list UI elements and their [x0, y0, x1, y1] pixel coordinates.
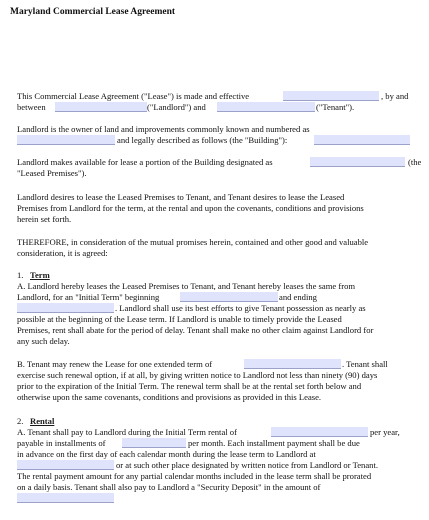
owner-line-1: Landlord is the owner of land and improvements commonly known and numbered as [17, 124, 310, 134]
premises-line-1-end: (the [408, 157, 422, 167]
section-2-heading [17, 416, 54, 426]
annual-rent-field[interactable] [271, 427, 368, 437]
desire-line-3: herein set forth. [17, 214, 72, 224]
renewal-line-2: exercise such renewal option, if at all, by giving written notice to Landlord not less than ninety (90) days [17, 370, 378, 380]
property-address-field[interactable] [17, 135, 115, 145]
owner-line-2: and legally described as follows (the "Building"): [117, 135, 288, 145]
intro-tenant-label: ("Tenant"). [316, 102, 355, 112]
premises-line-1: Landlord makes available for lease a portion of the Building designated as [17, 157, 273, 167]
tenant-name-field[interactable] [217, 102, 315, 112]
section-1-title: Term [30, 270, 50, 280]
intro-line-1-end: , by and [381, 91, 409, 101]
renewal-line-1-end: . Tenant shall [342, 359, 388, 369]
rental-line-2: payable in installments of [17, 438, 106, 448]
section-2-title: Rental [30, 416, 55, 426]
premises-designation-field[interactable] [310, 157, 405, 167]
desire-line-2: Premises from Landlord for the term, at the rental and upon the covenants, conditions and provisions [17, 203, 364, 213]
rental-line-6: on a daily basis. Tenant shall also pay to Landlord a "Security Deposit" in the amount of [17, 482, 321, 492]
rental-line-5: The rental payment amount for any partial calendar months included in the lease term shall be prorated [17, 471, 372, 481]
section-1-number: 1. [17, 270, 24, 280]
term-line-5: Premises, rent shall abate for the period of delay. Tenant shall make no other claim against Landlord for [17, 325, 374, 335]
term-line-4: possible at the beginning of the Lease term. If Landlord is unable to timely provide the Leased [17, 314, 342, 324]
term-line-6: any such delay. [17, 336, 70, 346]
renewal-line-4: otherwise upon the same covenants, conditions and provisions as provided in this Lease. [17, 392, 322, 402]
payment-address-field[interactable] [17, 460, 114, 470]
section-1-heading [17, 270, 50, 280]
intro-between: between [17, 102, 46, 112]
renewal-line-3: prior to the expiration of the Initial Term. The renewal term shall be at the rental set forth below and [17, 381, 362, 391]
premises-line-2: "Leased Premises"). [17, 168, 87, 178]
document-title: Maryland Commercial Lease Agreement [10, 7, 176, 17]
rental-line-4: or at such other place designated by written notice from Landlord or Tenant. [116, 460, 378, 470]
rental-line-3: in advance on the first day of each calendar month during the lease term to Landlord at [17, 449, 316, 459]
therefore-line-2: consideration, it is agreed: [17, 248, 108, 258]
term-end-date-field[interactable] [17, 303, 114, 313]
landlord-name-field[interactable] [55, 102, 147, 112]
renewal-line-1: B. Tenant may renew the Lease for one extended term of [17, 359, 213, 369]
effective-date-field[interactable] [283, 91, 379, 101]
section-2-number: 2. [17, 416, 24, 426]
rental-per-month: per month. Each installment payment shall be due [188, 438, 360, 448]
intro-line-1: This Commercial Lease Agreement ("Lease") is made and effective [17, 91, 250, 101]
rental-per-year: per year, [370, 427, 400, 437]
rental-line-1: A. Tenant shall pay to Landlord during the Initial Term rental of [17, 427, 237, 437]
term-line-2: Landlord, for an "Initial Term" beginning [17, 292, 160, 302]
term-line-1: A. Landlord hereby leases the Leased Premises to Tenant, and Tenant hereby leases the same from [17, 281, 356, 291]
security-deposit-field[interactable] [17, 493, 114, 503]
term-start-date-field[interactable] [180, 292, 278, 302]
term-line-3: . Landlord shall use its best efforts to give Tenant possession as nearly as [115, 303, 366, 313]
term-and-ending: and ending [279, 292, 317, 302]
therefore-line-1: THEREFORE, in consideration of the mutual promises herein, contained and other good and valuable [17, 237, 369, 247]
intro-landlord-label: ("Landlord") and [147, 102, 206, 112]
monthly-installment-field[interactable] [122, 438, 186, 448]
desire-line-1: Landlord desires to lease the Leased Premises to Tenant, and Tenant desires to lease the Leased [17, 192, 345, 202]
renewal-term-field[interactable] [244, 359, 341, 369]
legal-description-field[interactable] [314, 135, 410, 145]
